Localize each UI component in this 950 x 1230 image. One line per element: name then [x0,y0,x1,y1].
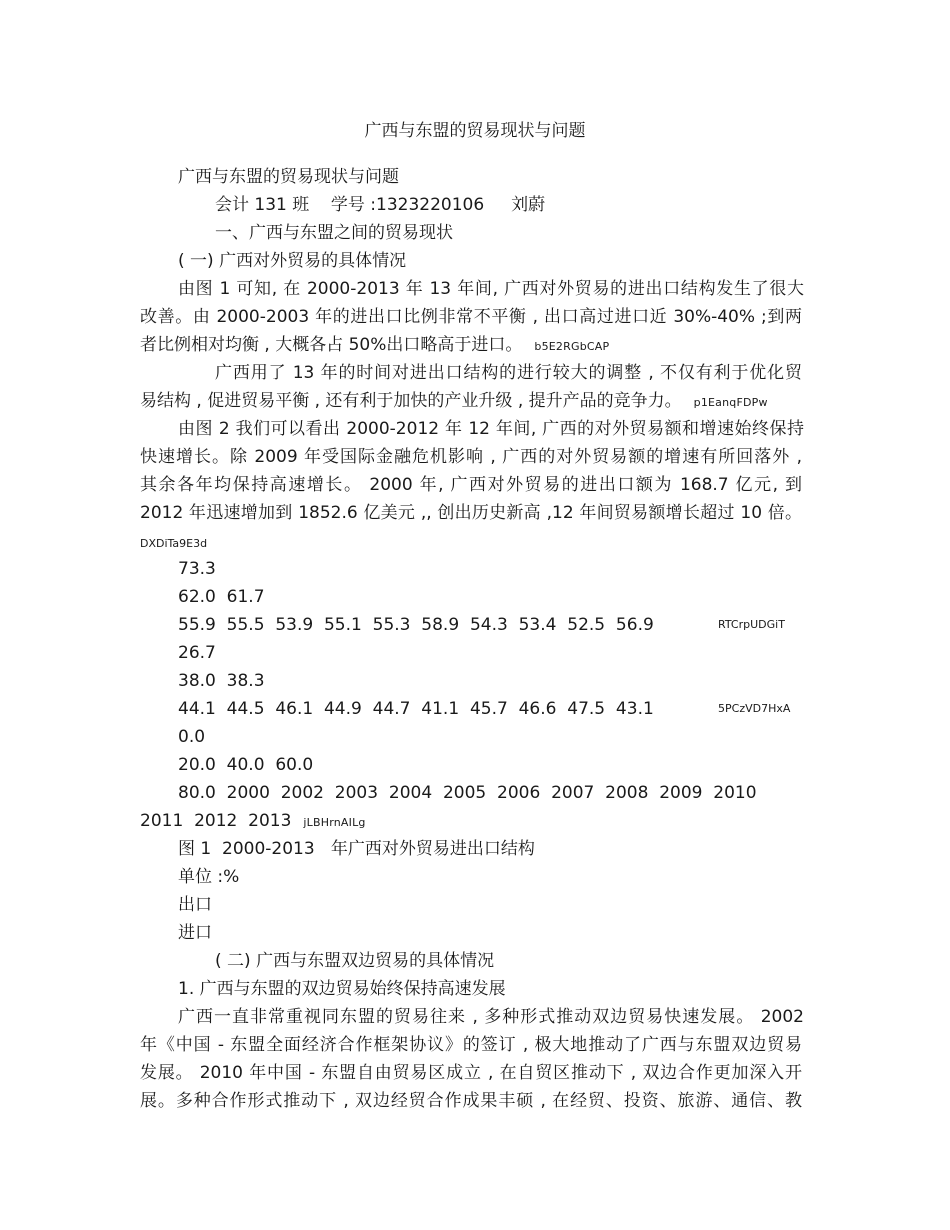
para3-code: DXDiTa9E3d [140,537,208,550]
chart-code-5pc: 5PCzVD7HxA [718,702,791,715]
page-title: 广西与东盟的贸易现状与问题 [364,121,586,141]
chart-text-3: 55.9 55.5 53.9 55.1 55.3 58.9 54.3 53.4 52.5 56.9 [178,615,654,635]
para1-line3: 者比例相对均衡 , 大概各占 50%出口略高于进口。 b5E2RGbCAP [140,335,610,355]
chart-text-8: 20.0 40.0 60.0 [178,755,314,775]
legend-export: 出口 [178,895,212,915]
para4-line3: 发展。 2010 年中国 - 东盟自由贸易区成立 , 在自贸区推动下 , 双边合作更加深入开 [140,1063,802,1083]
figure-caption: 图 1 2000-2013 年广西对外贸易进出口结构 [178,839,535,859]
chart-text-4: 26.7 [178,643,216,663]
para4-line4: 展。多种合作形式推动下 , 双边经贸合作成果丰硕 , 在经贸、投资、旅游、通信、教 [140,1091,802,1111]
para1-line1: 由图 1 可知, 在 2000-2013 年 13 年间, 广西对外贸易的进出口结构发生了很大 [178,279,804,299]
chart-text-9: 80.0 2000 2002 2003 2004 2005 2006 2007 2008 2009 2010 [178,783,757,803]
para2-code: p1EanqFDPw [693,396,768,409]
item-heading-1: 1. 广西与东盟的双边贸易始终保持高速发展 [178,979,506,999]
unit-label: 单位 :% [178,867,240,887]
para4-line2: 年《中国 - 东盟全面经济合作框架协议》的签订 , 极大地推动了广西与东盟双边贸易 [140,1035,802,1055]
author-line: 会计 131 班 学号 :1323220106 刘蔚 [215,195,546,215]
para3-line3: 其余各年均保持高速增长。 2000 年, 广西对外贸易的进出口额为 168.7 亿元, 到 [140,475,802,495]
legend-import: 进口 [178,923,212,943]
chart-text-6: 44.1 44.5 46.1 44.9 44.7 41.1 45.7 46.6 47.5 43.1 [178,699,654,719]
para3-line1: 由图 2 我们可以看出 2000-2012 年 12 年间, 广西的对外贸易额和增速始终保持 [178,419,804,439]
para4-line1: 广西一直非常重视同东盟的贸易往来 , 多种形式推动双边贸易快速发展。 2002 [178,1007,804,1027]
subsection-heading-2: ( 二) 广西与东盟双边贸易的具体情况 [215,951,495,971]
subsection-heading-1: ( 一) 广西对外贸易的具体情况 [178,251,407,271]
para1-line2: 改善。由 2000-2003 年的进出口比例非常不平衡 , 出口高过进口近 30%-40% ;到两 [140,307,802,327]
chart-text-7: 0.0 [178,727,206,747]
para2-line2: 易结构 , 促进贸易平衡 , 还有利于加快的产业升级 , 提升产品的竞争力。 p1EanqFDPw [140,391,768,411]
chart-code-jlb: jLBHrnAILg [303,816,366,829]
chart-text-5: 38.0 38.3 [178,671,265,691]
para3-line2: 快速增长。除 2009 年受国际金融危机影响 , 广西的对外贸易额的增速有所回落外 , [140,447,802,467]
chart-code-rtc: RTCrpUDGiT [718,618,785,631]
chart-text-10: 2011 2012 2013 jLBHrnAILg [140,811,366,831]
chart-text-1: 73.3 [178,559,216,579]
heading-repeat: 广西与东盟的贸易现状与问题 [178,167,399,187]
para3-line4: 2012 年迅速增加到 1852.6 亿美元 ,, 创出历史新高 ,12 年间贸易额增长超过 10 倍。 [140,503,802,523]
section-heading-1: 一、广西与东盟之间的贸易现状 [215,223,453,243]
para2-line1: 广西用了 13 年的时间对进出口结构的进行较大的调整 , 不仅有利于优化贸 [215,363,802,383]
para1-code: b5E2RGbCAP [534,340,610,353]
chart-text-2: 62.0 61.7 [178,587,265,607]
